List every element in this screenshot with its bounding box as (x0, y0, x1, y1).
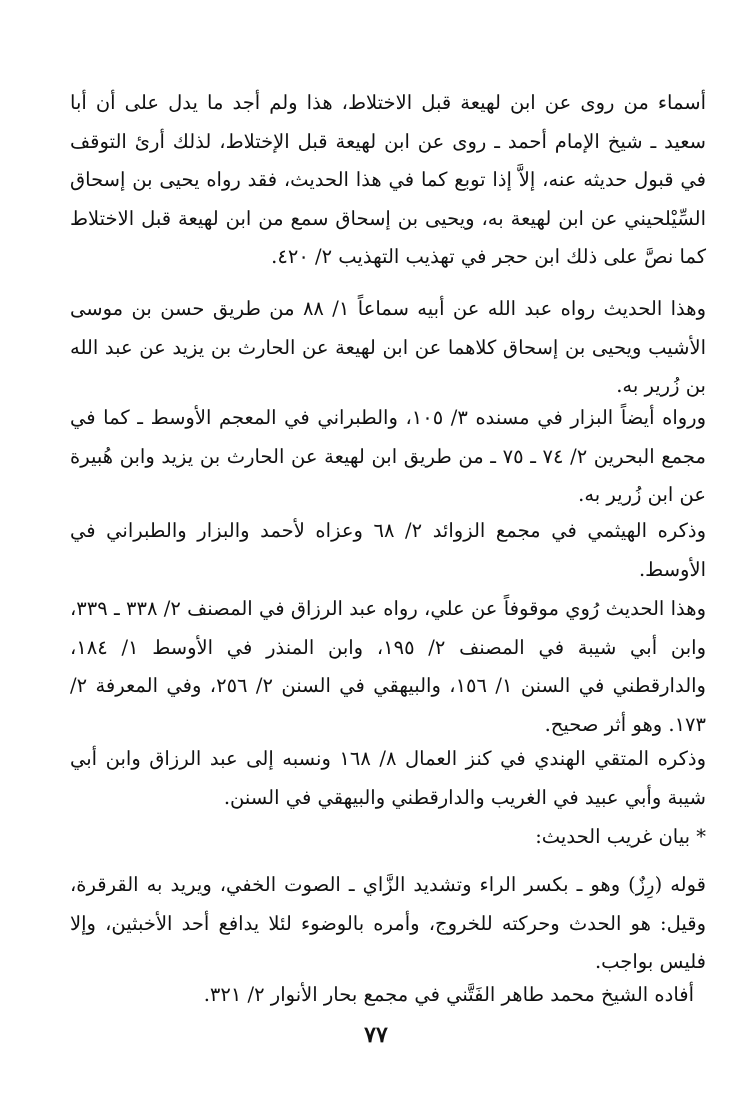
section-heading-gharib: * بيان غريب الحديث: (535, 825, 706, 848)
paragraph-haythami: وذكره الهيثمي في مجمع الزوائد ٢/ ٦٨ وعزاه لأحمد والبزار والطبراني في الأوسط. (70, 519, 706, 581)
paragraph-attribution: أفاده الشيخ محمد طاهر الفَتَّني في مجمع بحار الأنوار ٢/ ٣٢١. (203, 983, 694, 1006)
paragraph-bazzar-tabarani: ورواه أيضاً البزار في مسنده ٣/ ١٠٥، والطبراني في المعجم الأوسط ـ كما في مجمع البحرين ٢/ ٧٤ ـ ٧٥ ـ من طريق ابن لهيعة عن الحارث بن يزيد وابن هُبيرة عن ابن زُرير به. (70, 406, 706, 506)
paragraph-kanz-alummal: وذكره المتقي الهندي في كنز العمال ٨/ ١٦٨ ونسبه إلى عبد الرزاق وابن أبي شيبة وأبي عبيد في الغريب والدارقطني والبيهقي في السنن. (70, 747, 706, 809)
paragraph-narrators: أسماء من روى عن ابن لهيعة قبل الاختلاط، هذا ولم أجد ما يدل على أن أبا سعيد ـ شيخ الإمام أحمد ـ روى عن ابن لهيعة قبل الإختلاط، لذلك أرئ التوقف في قبول حديثه عنه، إلاَّ إذا توبع كما في هذا الحديث، فقد رواه يحيى بن إسحاق السِّيْلحيني عن ابن لهيعة به، ويحيى بن إسحاق سمع من ابن لهيعة قبل الاختلاط كما نصَّ على ذلك ابن حجر في تهذيب التهذيب ٢/ ٤٢٠. (70, 91, 706, 268)
page-number: ٧٧ (364, 1022, 388, 1048)
paragraph-abdullah-narration: وهذا الحديث رواه عبد الله عن أبيه سماعاً ١/ ٨٨ من طريق حسن بن موسى الأشيب ويحيى بن إسحاق كلاهما عن ابن لهيعة عن الحارث بن يزيد عن عبد الله بن زُرير به. (70, 297, 706, 397)
paragraph-riz-meaning: قوله (رِزٌ) وهو ـ بكسر الراء وتشديد الزَّاي ـ الصوت الخفي، ويريد به القرقرة، وقيل: هو الحدث وحركته للخروج، وأمره بالوضوء لئلا يدافع أحد الأخبثين، وإلا فليس بواجب. (70, 873, 706, 973)
paragraph-mawquf: وهذا الحديث رُوي موقوفاً عن علي، رواه عبد الرزاق في المصنف ٢/ ٣٣٨ ـ ٣٣٩، وابن أبي شيبة في المصنف ٢/ ١٩٥، وابن المنذر في الأوسط ١/ ١٨٤، والدارقطني في السنن ١/ ١٥٦، والبيهقي في السنن ٢/ ٢٥٦، وفي المعرفة ٢/ ١٧٣. وهو أثر صحيح. (70, 597, 706, 736)
